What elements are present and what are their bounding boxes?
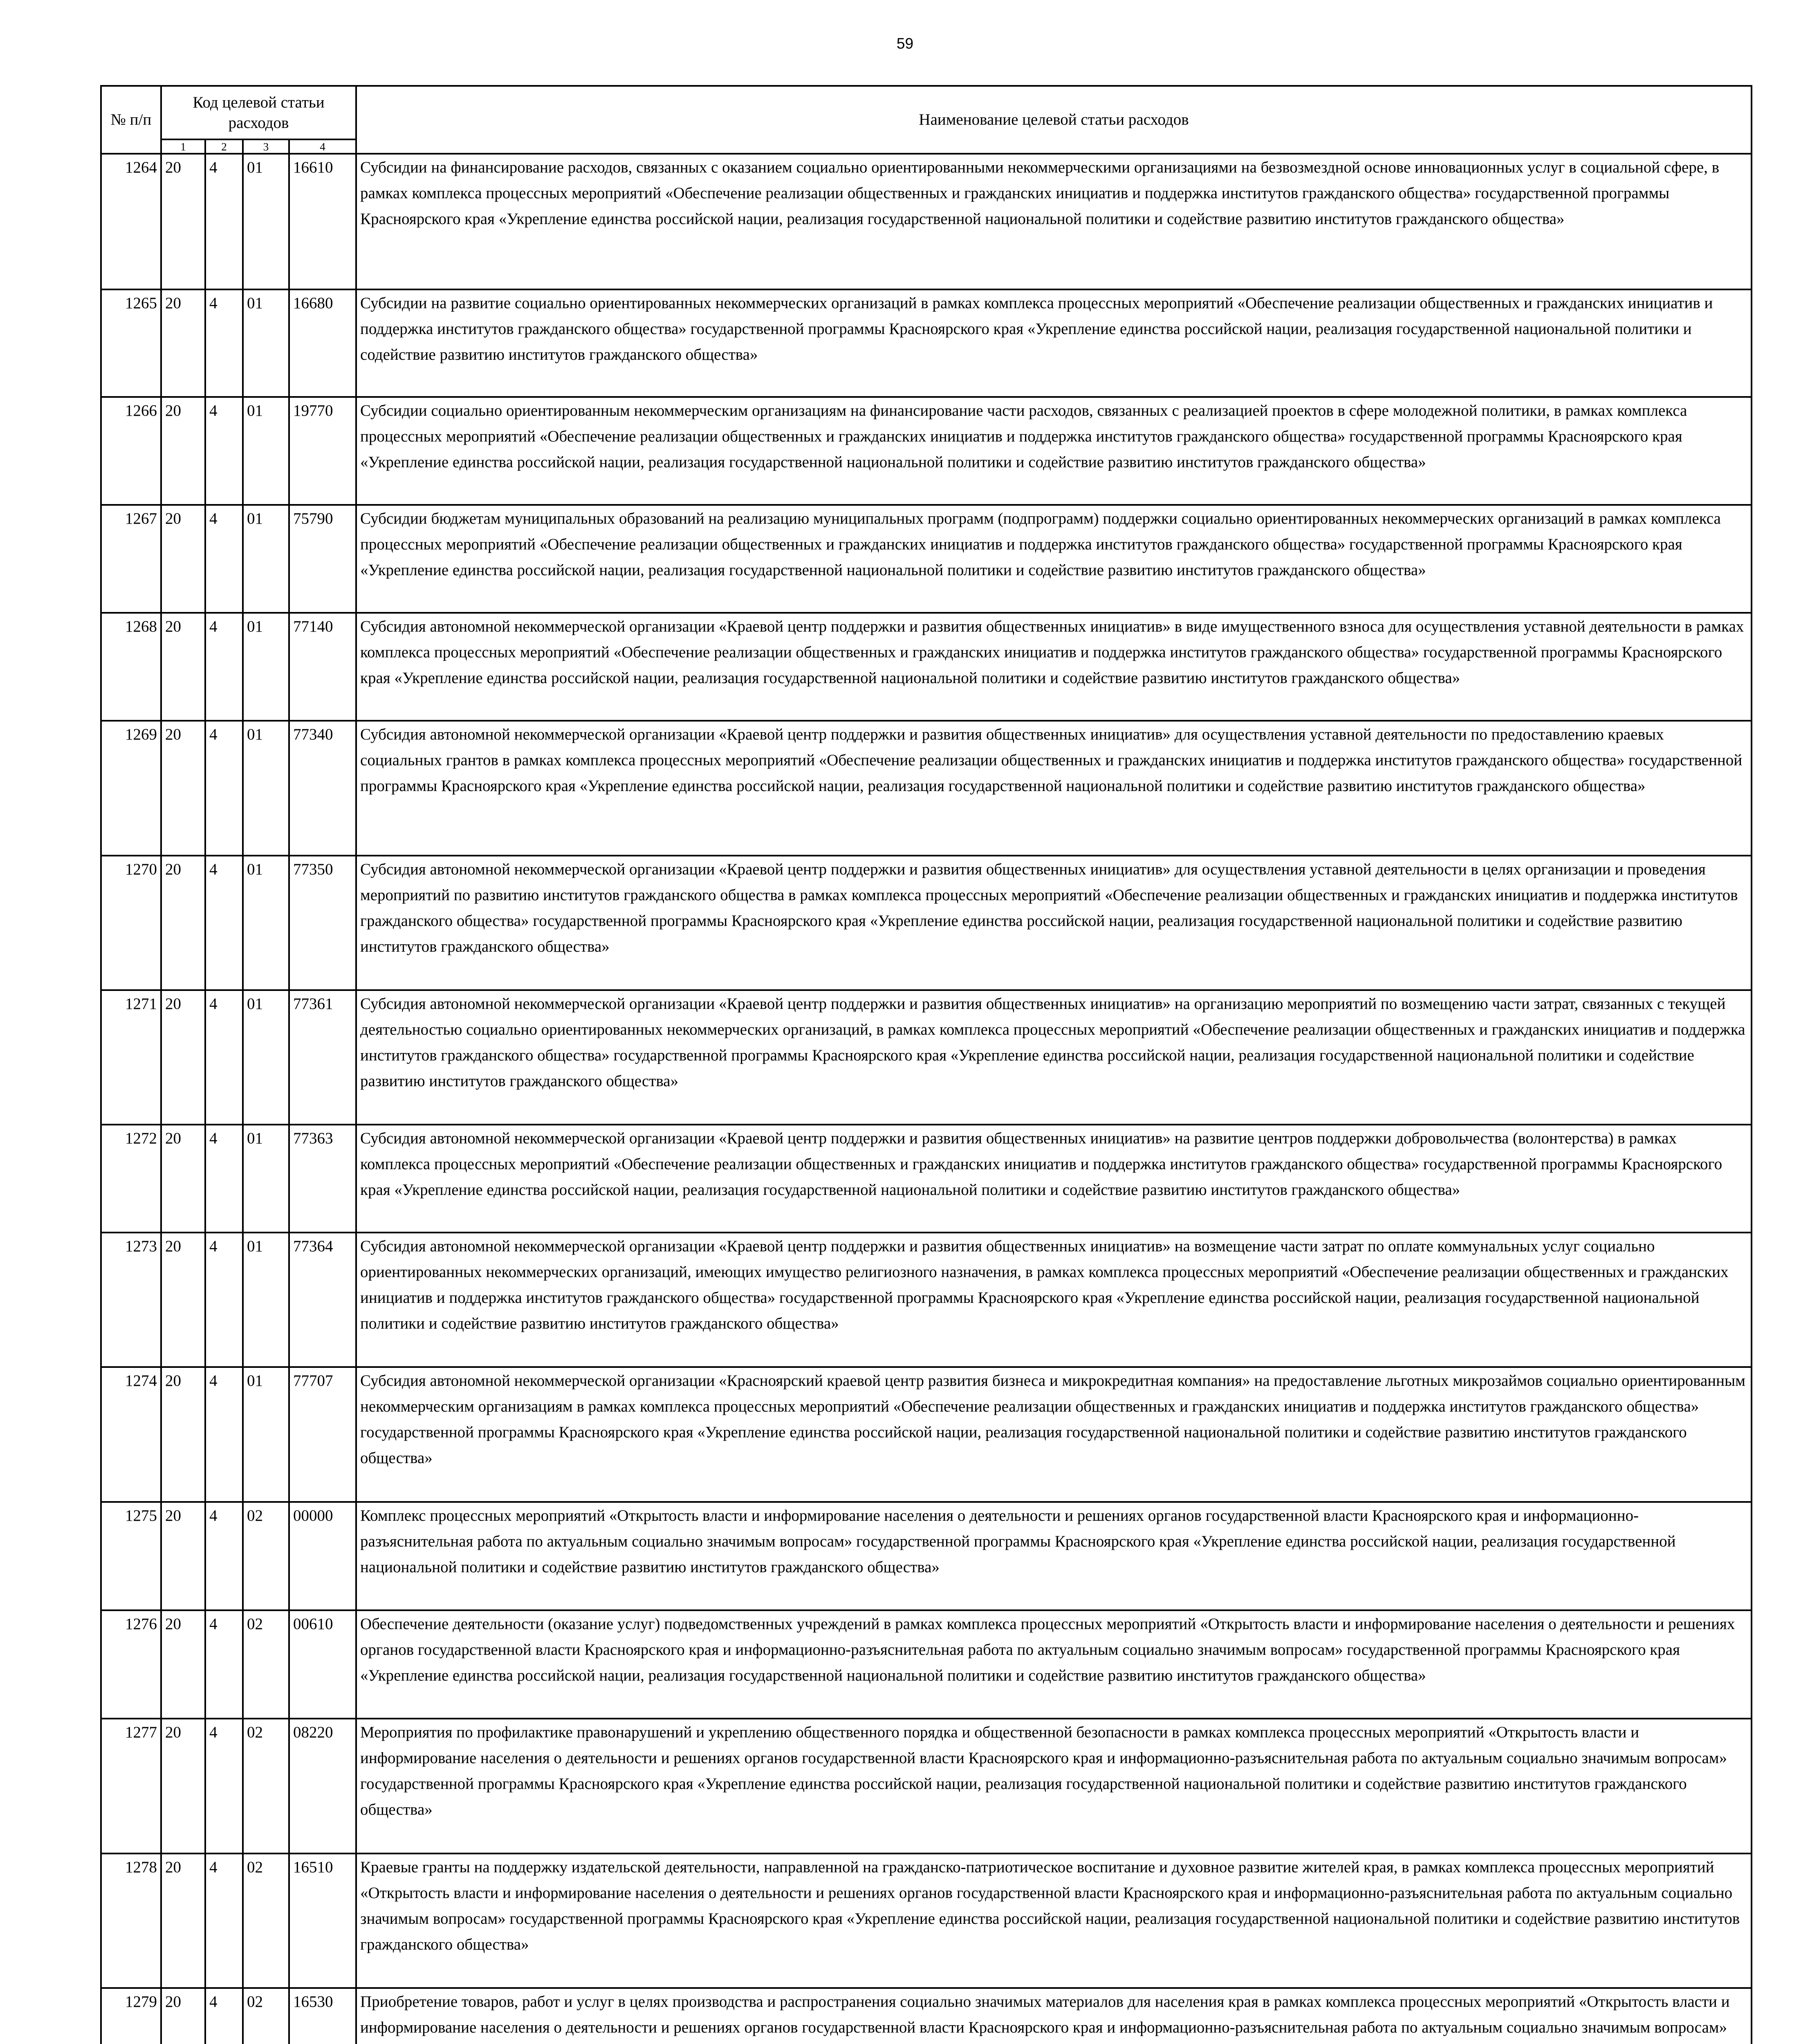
row-number: 1268 <box>101 613 161 721</box>
page-number: 59 <box>896 35 914 52</box>
expense-description: Субсидии на финансирование расходов, связанных с оказанием социально ориентированными некоммерческими организациями на безвозмездной основе инновационных услуг в социальной сфере, в рамках комплекса процессных мероприятий «Обеспечение реализации общественных и гражданских инициатив и поддержка институтов гражданского общества» государственной программы Красноярского края «Укрепление единства российской нации, реализация государственной национальной политики и содействие развитию институтов гражданского общества» <box>356 154 1752 289</box>
expense-description: Обеспечение деятельности (оказание услуг) подведомственных учреждений в рамках комплекса процессных мероприятий «Открытость власти и информирование населения о деятельности и решениях органов государственной власти Красноярского края и информационно-разъяснительная работа по актуальным социально значимым вопросам» государственной программы Красноярского края «Укрепление единства российской нации, реализация государственной национальной политики и содействие развитию институтов гражданского общества» <box>356 1610 1752 1719</box>
code-part-4: 16510 <box>289 1853 356 1988</box>
column-number: 1 <box>161 139 205 154</box>
header-target-code: Код целевой статьи расходов <box>161 86 356 139</box>
code-part-3: 01 <box>243 505 289 613</box>
code-part-2: 4 <box>205 856 243 990</box>
expense-description: Субсидия автономной некоммерческой организации «Краевой центр поддержки и развития общественных инициатив» в виде имущественного взноса для осуществления уставной деятельности в рамках комплекса процессных мероприятий «Обеспечение реализации общественных и гражданских инициатив и поддержка институтов гражданского общества» государственной программы Красноярского края «Укрепление единства российской нации, реализация государственной национальной политики и содействие развитию институтов гражданского общества» <box>356 613 1752 721</box>
code-part-4: 08220 <box>289 1719 356 1853</box>
row-number: 1269 <box>101 721 161 856</box>
row-number: 1271 <box>101 990 161 1125</box>
table-row <box>101 990 1752 1125</box>
row-number: 1278 <box>101 1853 161 1988</box>
code-part-4: 00610 <box>289 1610 356 1719</box>
code-part-3: 01 <box>243 856 289 990</box>
row-number: 1276 <box>101 1610 161 1719</box>
code-part-1: 20 <box>161 397 205 505</box>
code-part-2: 4 <box>205 1988 243 2044</box>
code-part-1: 20 <box>161 1853 205 1988</box>
row-number: 1272 <box>101 1125 161 1233</box>
column-number: 3 <box>243 139 289 154</box>
code-part-1: 20 <box>161 613 205 721</box>
code-part-2: 4 <box>205 1125 243 1233</box>
table-row <box>101 505 1752 613</box>
row-number: 1274 <box>101 1367 161 1502</box>
code-part-3: 01 <box>243 721 289 856</box>
row-number: 1279 <box>101 1988 161 2044</box>
code-part-4: 16530 <box>289 1988 356 2044</box>
code-part-3: 01 <box>243 1367 289 1502</box>
expense-description: Субсидии на развитие социально ориентированных некоммерческих организаций в рамках комплекса процессных мероприятий «Обеспечение реализации общественных и гражданских инициатив и поддержка институтов гражданского общества» государственной программы Красноярского края «Укрепление единства российской нации, реализация государственной национальной политики и содействие развитию институтов гражданского общества» <box>356 289 1752 397</box>
code-part-3: 01 <box>243 990 289 1125</box>
code-part-1: 20 <box>161 1988 205 2044</box>
code-part-3: 02 <box>243 1719 289 1853</box>
header-expense-name: Наименование целевой статьи расходов <box>356 86 1752 154</box>
code-part-4: 77364 <box>289 1233 356 1367</box>
expense-description: Субсидия автономной некоммерческой организации «Краевой центр поддержки и развития общественных инициатив» на организацию мероприятий по возмещению части затрат, связанных с текущей деятельностью социально ориентированных некоммерческих организаций, в рамках комплекса процессных мероприятий «Обеспечение реализации общественных и гражданских инициатив и поддержка институтов гражданского общества» государственной программы Красноярского края «Укрепление единства российской нации, реализация государственной национальной политики и содействие развитию институтов гражданского общества» <box>356 990 1752 1125</box>
table-row <box>101 397 1752 505</box>
code-part-3: 01 <box>243 154 289 289</box>
expense-description: Комплекс процессных мероприятий «Открытость власти и информирование населения о деятельности и решениях органов государственной власти Красноярского края и информационно-разъяснительная работа по актуальным социально значимым вопросам» государственной программы Красноярского края «Укрепление единства российской нации, реализация государственной национальной политики и содействие развитию институтов гражданского общества» <box>356 1502 1752 1610</box>
row-number: 1266 <box>101 397 161 505</box>
expense-description: Субсидия автономной некоммерческой организации «Краевой центр поддержки и развития общественных инициатив» на возмещение части затрат по оплате коммунальных услуг социально ориентированных некоммерческих организаций, имеющих имущество религиозного назначения, в рамках комплекса процессных мероприятий «Обеспечение реализации общественных и гражданских инициатив и поддержка институтов гражданского общества» государственной программы Красноярского края «Укрепление единства российской нации, реализация государственной национальной политики и содействие развитию институтов гражданского общества» <box>356 1233 1752 1367</box>
table-row <box>101 1125 1752 1233</box>
expense-description: Приобретение товаров, работ и услуг в целях производства и распространения социально значимых материалов для населения края в рамках комплекса процессных мероприятий «Открытость власти и информирование населения о деятельности и решениях органов государственной власти Красноярского края и информационно-разъяснительная работа по актуальным социально значимым вопросам» <box>356 1988 1752 2044</box>
code-part-1: 20 <box>161 1125 205 1233</box>
row-number: 1267 <box>101 505 161 613</box>
table-row <box>101 289 1752 397</box>
code-part-3: 01 <box>243 1125 289 1233</box>
code-part-2: 4 <box>205 1367 243 1502</box>
table-row <box>101 1367 1752 1502</box>
code-part-2: 4 <box>205 289 243 397</box>
code-part-4: 77140 <box>289 613 356 721</box>
expense-description: Субсидии социально ориентированным некоммерческим организациям на финансирование части расходов, связанных с реализацией проектов в сфере молодежной политики, в рамках комплекса процессных мероприятий «Обеспечение реализации общественных и гражданских инициатив и поддержка институтов гражданского общества» государственной программы Красноярского края «Укрепление единства российской нации, реализация государственной национальной политики и содействие развитию институтов гражданского общества» <box>356 397 1752 505</box>
code-part-4: 77340 <box>289 721 356 856</box>
code-part-2: 4 <box>205 154 243 289</box>
code-part-4: 77350 <box>289 856 356 990</box>
row-number: 1265 <box>101 289 161 397</box>
code-part-4: 77707 <box>289 1367 356 1502</box>
code-part-1: 20 <box>161 990 205 1125</box>
budget-classification-table <box>100 85 1752 2044</box>
code-part-1: 20 <box>161 856 205 990</box>
code-part-4: 00000 <box>289 1502 356 1610</box>
code-part-2: 4 <box>205 721 243 856</box>
code-part-2: 4 <box>205 397 243 505</box>
code-part-4: 75790 <box>289 505 356 613</box>
expense-description: Краевые гранты на поддержку издательской деятельности, направленной на гражданско-патриотическое воспитание и духовное развитие жителей края, в рамках комплекса процессных мероприятий «Открытость власти и информирование населения о деятельности и решениях органов государственной власти Красноярского края и информационно-разъяснительная работа по актуальным социально значимым вопросам» государственной программы Красноярского края «Укрепление единства российской нации, реализация государственной национальной политики и содействие развитию институтов гражданского общества» <box>356 1853 1752 1988</box>
code-part-1: 20 <box>161 1367 205 1502</box>
code-part-3: 01 <box>243 1233 289 1367</box>
code-part-2: 4 <box>205 1502 243 1610</box>
code-part-2: 4 <box>205 1610 243 1719</box>
expense-description: Субсидия автономной некоммерческой организации «Краевой центр поддержки и развития общественных инициатив» для осуществления уставной деятельности по предоставлению краевых социальных грантов в рамках комплекса процессных мероприятий «Обеспечение реализации общественных и гражданских инициатив и поддержка институтов гражданского общества» государственной программы Красноярского края «Укрепление единства российской нации, реализация государственной национальной политики и содействие развитию институтов гражданского общества» <box>356 721 1752 856</box>
expense-description: Мероприятия по профилактике правонарушений и укреплению общественного порядка и общественной безопасности в рамках комплекса процессных мероприятий «Открытость власти и информирование населения о деятельности и решениях органов государственной власти Красноярского края и информационно-разъяснительная работа по актуальным социально значимым вопросам» государственной программы Красноярского края «Укрепление единства российской нации, реализация государственной национальной политики и содействие развитию институтов гражданского общества» <box>356 1719 1752 1853</box>
code-part-2: 4 <box>205 1719 243 1853</box>
row-number: 1277 <box>101 1719 161 1853</box>
table-row <box>101 1233 1752 1367</box>
table-row <box>101 1853 1752 1988</box>
code-part-3: 02 <box>243 1502 289 1610</box>
header-row-number: № п/п <box>101 86 161 154</box>
code-part-1: 20 <box>161 1233 205 1367</box>
code-part-2: 4 <box>205 1853 243 1988</box>
column-number: 2 <box>205 139 243 154</box>
code-part-4: 77363 <box>289 1125 356 1233</box>
table-row <box>101 613 1752 721</box>
code-part-4: 77361 <box>289 990 356 1125</box>
table-row <box>101 721 1752 856</box>
code-part-1: 20 <box>161 154 205 289</box>
code-part-2: 4 <box>205 613 243 721</box>
table-row <box>101 1988 1752 2044</box>
code-part-3: 01 <box>243 289 289 397</box>
table-row <box>101 856 1752 990</box>
code-part-2: 4 <box>205 505 243 613</box>
expense-description: Субсидия автономной некоммерческой организации «Краевой центр поддержки и развития общественных инициатив» для осуществления уставной деятельности в целях организации и проведения мероприятий по развитию институтов гражданского общества в рамках комплекса процессных мероприятий «Обеспечение реализации общественных и гражданских инициатив и поддержка институтов гражданского общества» государственной программы Красноярского края «Укрепление единства российской нации, реализация государственной национальной политики и содействие развитию институтов гражданского общества» <box>356 856 1752 990</box>
code-part-4: 16680 <box>289 289 356 397</box>
code-part-2: 4 <box>205 990 243 1125</box>
row-number: 1264 <box>101 154 161 289</box>
code-part-3: 02 <box>243 1988 289 2044</box>
table-row <box>101 1502 1752 1610</box>
table-row <box>101 154 1752 289</box>
row-number: 1270 <box>101 856 161 990</box>
code-part-4: 16610 <box>289 154 356 289</box>
code-part-1: 20 <box>161 1719 205 1853</box>
table-row <box>101 1719 1752 1853</box>
code-part-2: 4 <box>205 1233 243 1367</box>
row-number: 1273 <box>101 1233 161 1367</box>
column-number: 4 <box>289 139 356 154</box>
row-number: 1275 <box>101 1502 161 1610</box>
code-part-3: 01 <box>243 397 289 505</box>
expense-description: Субсидия автономной некоммерческой организации «Красноярский краевой центр развития бизнеса и микрокредитная компания» на предоставление льготных микрозаймов социально ориентированным некоммерческим организациям в рамках комплекса процессных мероприятий «Обеспечение реализации общественных и гражданских инициатив и поддержка институтов гражданского общества» государственной программы Красноярского края «Укрепление единства российской нации, реализация государственной национальной политики и содействие развитию институтов гражданского общества» <box>356 1367 1752 1502</box>
expense-description: Субсидия автономной некоммерческой организации «Краевой центр поддержки и развития общественных инициатив» на развитие центров поддержки добровольчества (волонтерства) в рамках комплекса процессных мероприятий «Обеспечение реализации общественных и гражданских инициатив и поддержка институтов гражданского общества» государственной программы Красноярского края «Укрепление единства российской нации, реализация государственной национальной политики и содействие развитию институтов гражданского общества» <box>356 1125 1752 1233</box>
code-part-1: 20 <box>161 289 205 397</box>
table-header-row <box>101 86 1752 139</box>
table-row <box>101 1610 1752 1719</box>
code-part-4: 19770 <box>289 397 356 505</box>
code-part-3: 01 <box>243 613 289 721</box>
expense-description: Субсидии бюджетам муниципальных образований на реализацию муниципальных программ (подпрограмм) поддержки социально ориентированных некоммерческих организаций в рамках комплекса процессных мероприятий «Обеспечение реализации общественных и гражданских инициатив и поддержка институтов гражданского общества» государственной программы Красноярского края «Укрепление единства российской нации, реализация государственной национальной политики и содействие развитию институтов гражданского общества» <box>356 505 1752 613</box>
code-part-3: 02 <box>243 1853 289 1988</box>
code-part-1: 20 <box>161 721 205 856</box>
code-part-3: 02 <box>243 1610 289 1719</box>
code-part-1: 20 <box>161 505 205 613</box>
code-part-1: 20 <box>161 1502 205 1610</box>
code-part-1: 20 <box>161 1610 205 1719</box>
